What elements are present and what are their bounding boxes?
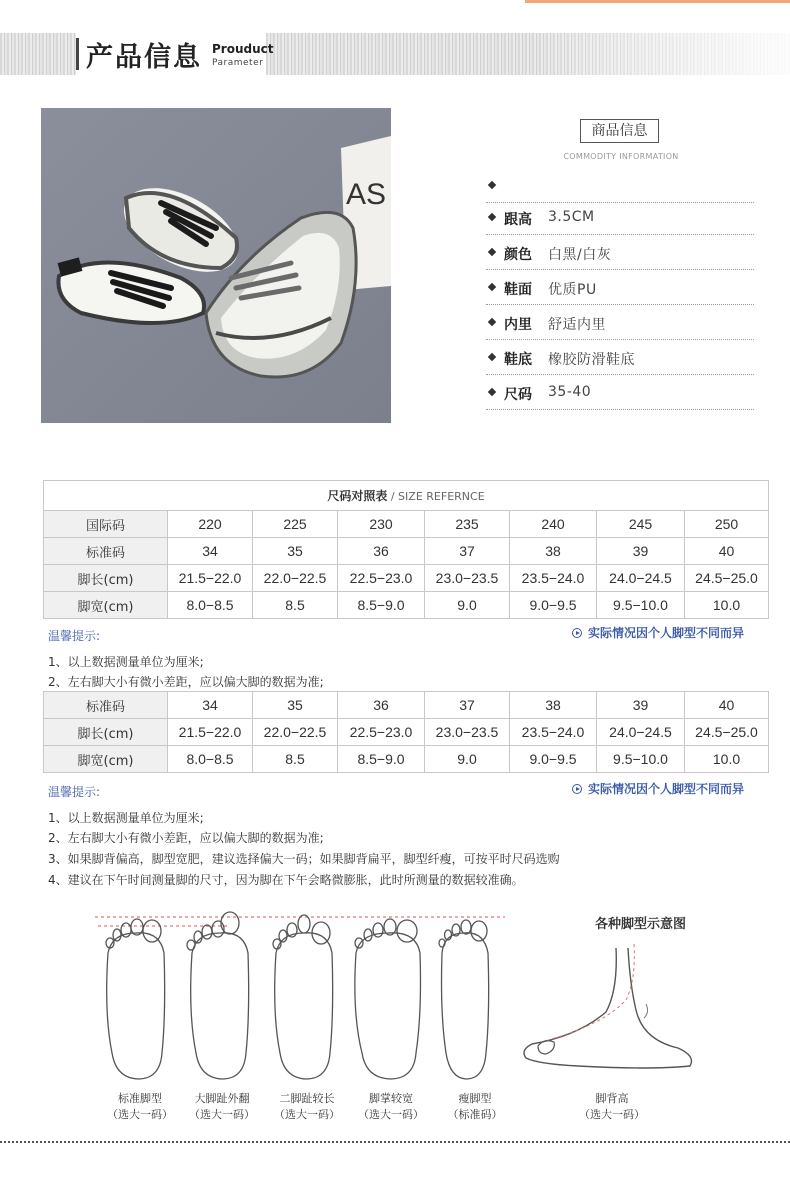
table-cell: 22.0−22.5 <box>253 565 338 592</box>
spec-label: 尺码 <box>504 387 532 403</box>
spec-label: 内里 <box>504 317 532 333</box>
row-label: 标准码 <box>44 538 168 565</box>
tips-disclaimer-text: 实际情况因个人脚型不同而异 <box>588 782 745 796</box>
shoebox-text: AS <box>346 178 387 211</box>
spec-value: 橡胶防滑鞋底 <box>548 352 635 368</box>
table-cell: 34 <box>168 692 253 719</box>
table-cell: 37 <box>425 692 510 719</box>
spec-row-upper <box>486 270 754 305</box>
spec-value: 35-40 <box>548 384 592 400</box>
row-label: 标准码 <box>44 692 168 719</box>
table-cell: 8.5 <box>253 746 338 773</box>
foot-type-name: 脚背高 <box>595 1092 629 1105</box>
diamond-bullet-icon <box>488 181 496 189</box>
note-line: 2、左右脚大小有微小差距，应以偏大脚的数据为准; <box>48 675 324 689</box>
diamond-bullet-icon <box>488 388 496 396</box>
table-cell: 22.5−23.0 <box>338 719 425 746</box>
ankle-bone-mark <box>644 1004 648 1018</box>
header-title-cn: 产品信息 <box>86 42 202 73</box>
tips-label: 温馨提示: <box>48 629 101 643</box>
table-cell: 40 <box>685 538 769 565</box>
foot-types-diagram <box>90 903 510 1088</box>
table-cell: 22.5−23.0 <box>338 565 425 592</box>
table-row <box>44 538 769 565</box>
foot-type-advice: （选大一码） <box>107 1108 173 1121</box>
header-title-en: Prouduct <box>212 42 274 56</box>
specs-title: 商品信息 <box>580 119 659 143</box>
table-cell: 235 <box>425 511 510 538</box>
foot-type-name: 标准脚型 <box>118 1092 162 1105</box>
product-photo <box>41 108 391 423</box>
size-chart-table <box>43 480 769 619</box>
table-cell: 8.0−8.5 <box>168 746 253 773</box>
instep-height-line <box>548 944 634 1040</box>
spec-label: 颜色 <box>504 247 532 263</box>
header-subtitle-en: Parameter <box>212 58 264 68</box>
table-cell: 9.0−9.5 <box>510 746 597 773</box>
table-cell: 23.5−24.0 <box>510 565 597 592</box>
table-cell: 10.0 <box>685 746 769 773</box>
note-line: 1、以上数据测量单位为厘米; <box>48 811 204 825</box>
high-instep-foot-diagram <box>518 940 698 1075</box>
table-cell: 9.0 <box>425 746 510 773</box>
spec-label: 跟高 <box>504 212 532 228</box>
foot-type-wide-label <box>346 1091 436 1123</box>
table-cell: 8.5 <box>253 592 338 619</box>
table-row <box>44 719 769 746</box>
diamond-bullet-icon <box>488 248 496 256</box>
diamond-bullet-icon <box>488 283 496 291</box>
tips-label-2: 温馨提示: <box>48 785 101 799</box>
size-chart-caption-en: / SIZE REFERNCE <box>387 490 485 503</box>
row-label: 脚长(cm) <box>44 565 168 592</box>
bottom-dotted-divider <box>0 1141 790 1143</box>
table-cell: 36 <box>338 692 425 719</box>
table-row <box>44 565 769 592</box>
spec-label: 鞋底 <box>504 352 532 368</box>
row-label: 脚长(cm) <box>44 719 168 746</box>
tips-disclaimer-text: 实际情况因个人脚型不同而异 <box>588 626 745 640</box>
foot-outline-wide <box>355 919 421 1079</box>
table-cell: 21.5−22.0 <box>168 565 253 592</box>
spec-row <box>486 168 754 203</box>
foot-type-slim-label <box>430 1091 520 1123</box>
table-cell: 36 <box>338 538 425 565</box>
top-accent-bar <box>525 0 790 3</box>
spec-value: 3.5CM <box>548 209 595 225</box>
table-cell: 24.5−25.0 <box>685 719 769 746</box>
foot-outline-slim <box>439 920 489 1079</box>
row-label: 国际码 <box>44 511 168 538</box>
foot-outline-standard <box>106 919 165 1079</box>
table-cell: 9.5−10.0 <box>597 746 685 773</box>
table-cell: 240 <box>510 511 597 538</box>
table-cell: 23.5−24.0 <box>510 719 597 746</box>
table-cell: 23.0−23.5 <box>425 565 510 592</box>
foot-type-name: 瘦脚型 <box>458 1092 492 1105</box>
play-circle-icon <box>572 784 582 794</box>
spec-row-sole <box>486 340 754 375</box>
diamond-bullet-icon <box>488 318 496 326</box>
spec-value: 优质PU <box>548 282 597 298</box>
table-cell: 21.5−22.0 <box>168 719 253 746</box>
foot-type-advice: （选大一码） <box>189 1108 255 1121</box>
table-cell: 220 <box>168 511 253 538</box>
diamond-bullet-icon <box>488 213 496 221</box>
side-foot-outline <box>524 948 692 1068</box>
foot-type-long-second-toe-label <box>262 1091 352 1123</box>
table-row <box>44 511 769 538</box>
table-cell: 225 <box>253 511 338 538</box>
table-cell: 230 <box>338 511 425 538</box>
spec-value: 舒适内里 <box>548 317 606 333</box>
table-cell: 23.0−23.5 <box>425 719 510 746</box>
spec-row-lining <box>486 305 754 340</box>
table-cell: 39 <box>597 538 685 565</box>
size-chart-caption-cn: 尺码对照表 <box>327 489 388 503</box>
table-cell: 38 <box>510 538 597 565</box>
row-label: 脚宽(cm) <box>44 592 168 619</box>
tips-disclaimer <box>572 624 744 641</box>
size-chart-caption <box>44 481 769 511</box>
header-bar <box>76 38 79 70</box>
table-cell: 40 <box>685 692 769 719</box>
table-cell: 250 <box>685 511 769 538</box>
table-cell: 24.0−24.5 <box>597 719 685 746</box>
table-cell: 34 <box>168 538 253 565</box>
spec-row-color <box>486 235 754 270</box>
table-cell: 24.5−25.0 <box>685 565 769 592</box>
table-cell: 245 <box>597 511 685 538</box>
table-row <box>44 592 769 619</box>
spec-value: 白黑/白灰 <box>548 247 612 263</box>
table-cell: 10.0 <box>685 592 769 619</box>
table-cell: 8.5−9.0 <box>338 592 425 619</box>
note-line: 2、左右脚大小有微小差距，应以偏大脚的数据为准; <box>48 831 324 845</box>
high-instep-label <box>567 1091 657 1123</box>
table-cell: 24.0−24.5 <box>597 565 685 592</box>
size-chart-table-2 <box>43 691 769 773</box>
table-cell: 8.0−8.5 <box>168 592 253 619</box>
play-circle-icon <box>572 628 582 638</box>
foot-type-standard-label <box>95 1091 185 1123</box>
foot-type-advice: （选大一码） <box>358 1108 424 1121</box>
note-line: 4、建议在下午时间测量脚的尺寸，因为脚在下午会略微膨胀，此时所测量的数据较准确。 <box>48 873 524 887</box>
spec-label: 鞋面 <box>504 282 532 298</box>
tips-disclaimer-2 <box>572 780 744 797</box>
foot-outline-bunion <box>187 912 249 1079</box>
table-cell: 9.5−10.0 <box>597 592 685 619</box>
table-cell: 38 <box>510 692 597 719</box>
table-cell: 37 <box>425 538 510 565</box>
spec-row-heel-height <box>486 200 754 235</box>
table-row <box>44 746 769 773</box>
foot-type-name: 大脚趾外翻 <box>194 1092 250 1105</box>
foot-type-bunion-label <box>177 1091 267 1123</box>
table-cell: 8.5−9.0 <box>338 746 425 773</box>
specs-subtitle: COMMODITY INFORMATION <box>563 152 679 161</box>
foot-diagram-title: 各种脚型示意图 <box>595 917 687 932</box>
table-cell: 22.0−22.5 <box>253 719 338 746</box>
foot-type-advice: （选大一码） <box>274 1108 340 1121</box>
note-line: 1、以上数据测量单位为厘米; <box>48 655 204 669</box>
foot-type-advice: （选大一码） <box>579 1108 645 1121</box>
table-cell: 35 <box>253 538 338 565</box>
table-cell: 9.0 <box>425 592 510 619</box>
table-cell: 35 <box>253 692 338 719</box>
foot-type-advice: （标准码） <box>447 1108 503 1121</box>
spec-row-size <box>486 375 754 410</box>
table-cell: 39 <box>597 692 685 719</box>
note-line: 3、如果脚背偏高，脚型宽肥，建议选择偏大一码；如果脚背扁平，脚型纤瘦，可按平时尺码选购 <box>48 852 560 866</box>
diamond-bullet-icon <box>488 353 496 361</box>
foot-type-name: 脚掌较宽 <box>369 1092 413 1105</box>
table-cell: 9.0−9.5 <box>510 592 597 619</box>
table-row <box>44 692 769 719</box>
foot-type-name: 二脚趾较长 <box>279 1092 335 1105</box>
foot-outline-long-second-toe <box>273 915 333 1079</box>
toe-nail-outline <box>538 1041 554 1054</box>
row-label: 脚宽(cm) <box>44 746 168 773</box>
